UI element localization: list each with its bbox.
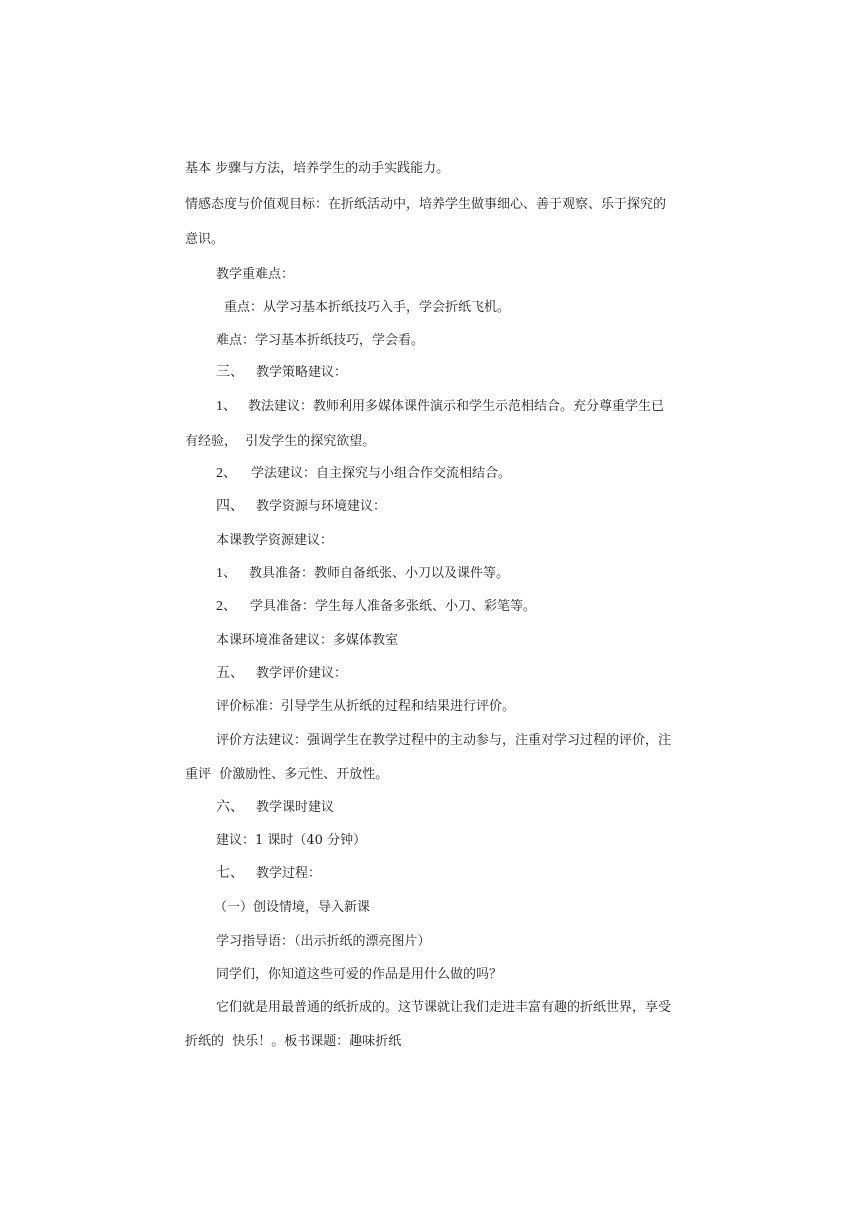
- text-line: 折纸的 快乐！。板书课题：趣味折纸: [185, 1034, 402, 1049]
- text-line: 基本 步骤与方法，培养学生的动手实践能力。: [185, 161, 450, 176]
- text-line: 重评 价激励性、多元性、开放性。: [185, 767, 389, 782]
- text-line: 评价方法建议：强调学生在教学过程中的主动参与，注重对学习过程的评价，注: [216, 733, 672, 748]
- section-heading: 教学资源与环境建议：: [256, 499, 387, 514]
- text-line: 建议：1 课时（40 分钟）: [216, 833, 367, 848]
- section-number: 三、: [216, 365, 244, 380]
- text-line: 学具准备：学生每人准备多张纸、小刀、彩笔等。: [250, 599, 537, 614]
- text-line: 学习指导语：（出示折纸的漂亮图片）: [216, 934, 431, 949]
- text-line: 评价标准：引导学生从折纸的过程和结果进行评价。: [216, 699, 516, 714]
- section-heading: 教学策略建议：: [256, 365, 348, 380]
- section-heading: 教学评价建议：: [256, 666, 348, 681]
- list-number: 2、: [216, 466, 237, 481]
- section-heading: 教学过程：: [256, 866, 322, 881]
- text-line: 难点：学习基本折纸技巧，学会看。: [216, 333, 425, 348]
- text-line: 本课教学资源建议：: [216, 533, 334, 548]
- text-line: 教法建议：教师利用多媒体课件演示和学生示范相结合。充分尊重学生已: [248, 399, 665, 414]
- text-line: 教具准备：教师自备纸张、小刀以及课件等。: [249, 566, 510, 581]
- text-line: 有经验， 引发学生的探究欲望。: [185, 434, 376, 449]
- text-line: 学法建议：自主探究与小组合作交流相结合。: [251, 466, 512, 481]
- text-line: 它们就是用最普通的纸折成的。这节课就让我们走进丰富有趣的折纸世界，享受: [216, 1000, 672, 1015]
- text-line: 重点：从学习基本折纸技巧入手，学会折纸飞机。: [224, 300, 511, 315]
- section-number: 五、: [216, 666, 244, 681]
- text-line: 情感态度与价值观目标：在折纸活动中，培养学生做事细心、善于观察、乐于探究的: [185, 197, 667, 212]
- subsection-heading: （一）创设情境，导入新课: [214, 900, 371, 915]
- text-line: 同学们，你知道这些可爱的作品是用什么做的吗？: [216, 967, 503, 982]
- text-line: 意识。: [185, 232, 225, 247]
- section-number: 四、: [216, 499, 244, 514]
- section-number: 六、: [216, 800, 244, 815]
- section-number: 七、: [216, 866, 244, 881]
- section-heading: 教学重难点：: [216, 267, 295, 282]
- list-number: 2、: [216, 599, 237, 614]
- list-number: 1、: [216, 399, 237, 414]
- text-line: 本课环境准备建议：多媒体教室: [216, 633, 399, 648]
- list-number: 1、: [216, 566, 237, 581]
- section-heading: 教学课时建议: [256, 800, 335, 815]
